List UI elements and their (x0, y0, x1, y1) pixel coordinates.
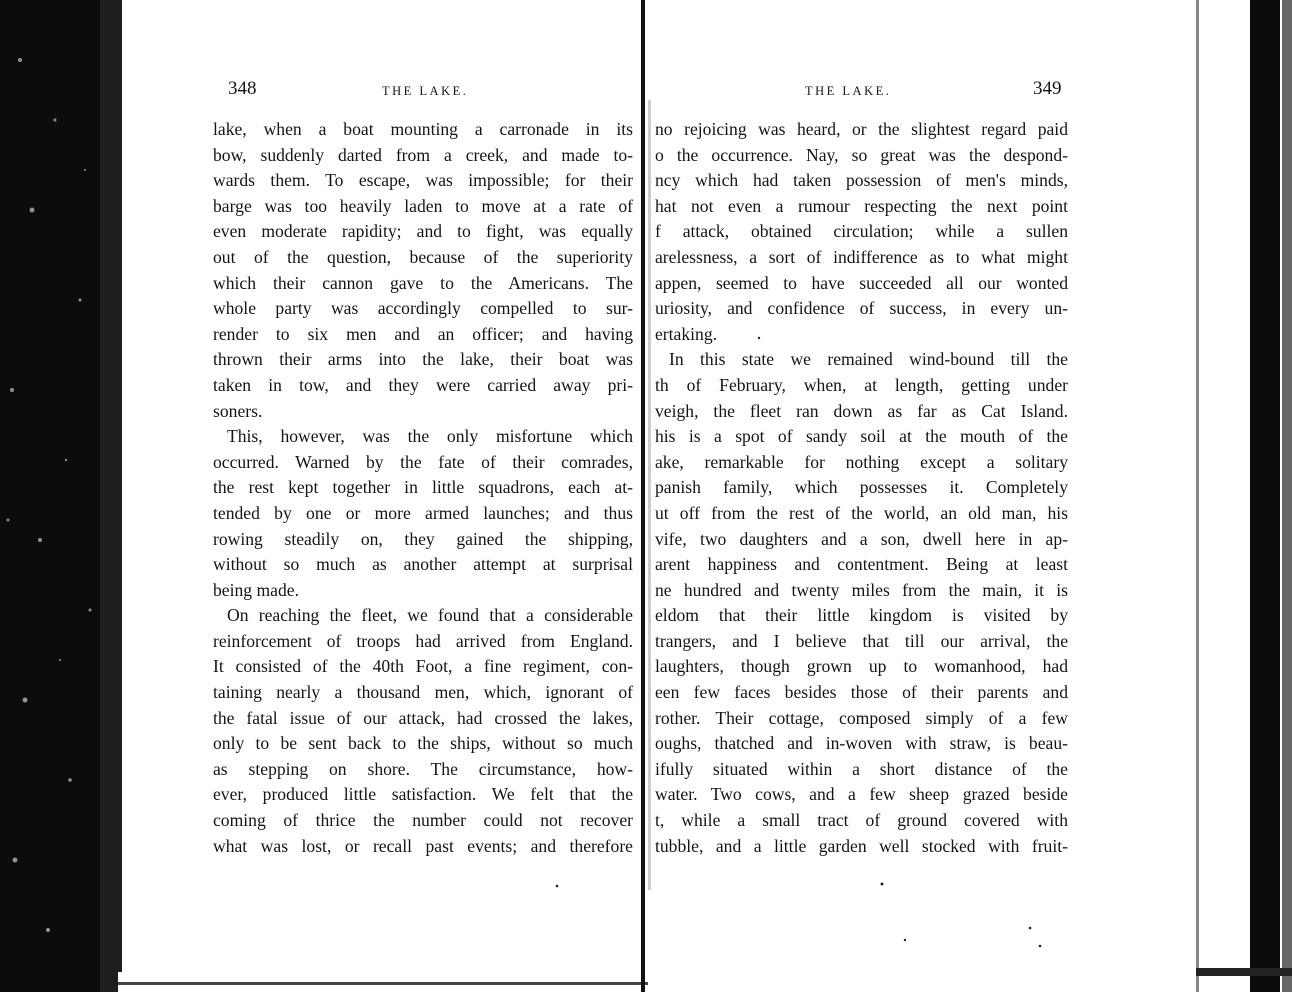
text-line: rother. Their cottage, composed simply of a few (655, 707, 1068, 728)
text-line: th of February, when, at length, getting under (655, 374, 1068, 395)
text-line: ncy which had taken possession of men's minds, (655, 170, 1068, 191)
text-line: tubble, and a little garden well stocked with fruit- (655, 835, 1068, 856)
text-line: veigh, the fleet ran down as far as Cat Island. (655, 400, 1068, 421)
text-line: ne hundred and twenty miles from the main, it is (655, 579, 1068, 600)
text-line: It consisted of the 40th Foot, a fine regiment, con- (213, 656, 633, 677)
text-line: ever, produced little satisfaction. We felt that the (213, 784, 633, 805)
text-line: laughters, though grown up to womanhood, had (655, 656, 1068, 677)
text-line: render to six men and an officer; and having (213, 323, 633, 344)
text-line: On reaching the fleet, we found that a considerable (227, 605, 633, 626)
text-line: ertaking. (655, 323, 718, 344)
text-line: the fatal issue of our attack, had crossed the lakes, (213, 707, 633, 728)
text-line: o the occurrence. Nay, so great was the despond- (655, 144, 1068, 165)
text-line: ut off from the rest of the world, an old man, his (655, 502, 1068, 523)
text-line: his is a spot of sandy soil at the mouth of the (655, 426, 1068, 447)
text-line: occurred. Warned by the fate of their comrades, (213, 451, 633, 472)
text-line: ifully situated within a short distance of the (655, 758, 1068, 779)
right-scan-edge (1250, 0, 1280, 992)
text-line: panish family, which possesses it. Completely (655, 477, 1068, 498)
text-line: only to be sent back to the ships, without so much (213, 733, 633, 754)
text-line: barge was too heavily laden to move at a rate of (213, 195, 633, 216)
text-line: coming of thrice the number could not recover (213, 810, 633, 831)
gutter-line (641, 0, 645, 992)
running-head (655, 78, 1085, 108)
page-number: 349 (1033, 78, 1062, 99)
text-line: without so much as another attempt at surprisal (213, 554, 633, 575)
running-head-title: THE LAKE. (805, 84, 892, 98)
text-line: even moderate rapidity; and to fight, was equally (213, 221, 633, 242)
text-line: arelessness, a sort of indifference as to what might (655, 246, 1068, 267)
text-line: being made. (213, 579, 299, 600)
text-line: tended by one or more armed launches; and thus (213, 502, 633, 523)
text-line: thrown their arms into the lake, their boat was (213, 349, 633, 370)
text-line: reinforcement of troops had arrived from England. (213, 630, 633, 651)
text-line: appen, seemed to have succeeded all our wonted (655, 272, 1068, 293)
text-line: In this state we remained wind-bound till the (669, 349, 1068, 370)
text-line: oughs, thatched and in-woven with straw, is beau- (655, 733, 1068, 754)
running-head-title: THE LAKE. (382, 84, 469, 98)
text-line: This, however, was the only misfortune which (227, 426, 633, 447)
running-head (120, 78, 640, 108)
text-line: arent happiness and contentment. Being at least (655, 554, 1068, 575)
text-line: no rejoicing was heard, or the slightest regard paid (655, 119, 1068, 139)
text-line: bow, suddenly darted from a creek, and made to- (213, 144, 633, 165)
text-line: trangers, and I believe that till our arrival, the (655, 630, 1068, 651)
text-line: whole party was accordingly compelled to sur- (213, 298, 633, 319)
text-line: out of the question, because of the superiority (213, 246, 633, 267)
left-page (120, 0, 640, 992)
text-line: water. Two cows, and a few sheep grazed beside (655, 784, 1068, 805)
text-line: vife, two daughters and a son, dwell here in ap- (655, 528, 1068, 549)
text-line: t, while a small tract of ground covered with (655, 810, 1068, 831)
text-line: lake, when a boat mounting a carronade in its (213, 119, 633, 139)
text-line: taining nearly a thousand men, which, ignorant of (213, 682, 633, 703)
body-text (655, 117, 1068, 859)
text-line: rowing steadily on, they gained the shipping, (213, 528, 633, 549)
right-page (655, 0, 1085, 992)
text-line: what was lost, or recall past events; and therefore (213, 835, 633, 856)
page-number: 348 (228, 78, 257, 99)
text-line: soners. (213, 400, 263, 421)
text-line: the rest kept together in little squadrons, each at- (213, 477, 633, 498)
text-line: uriosity, and confidence of success, in every un- (655, 298, 1068, 319)
text-line: taken in tow, and they were carried away pri- (213, 374, 633, 395)
text-line: which their cannon gave to the Americans. The (213, 272, 633, 293)
text-line: een few faces besides those of their parents and (655, 682, 1068, 703)
text-line: f attack, obtained circulation; while a sullen (655, 221, 1068, 242)
text-line: eldom that their little kingdom is visited by (655, 605, 1068, 626)
text-line: hat not even a rumour respecting the next point (655, 195, 1068, 216)
body-text (213, 117, 633, 859)
text-line: as stepping on shore. The circumstance, how- (213, 758, 633, 779)
text-line: ake, remarkable for nothing except a solitary (655, 451, 1068, 472)
text-line: wards them. To escape, was impossible; for their (213, 170, 633, 191)
